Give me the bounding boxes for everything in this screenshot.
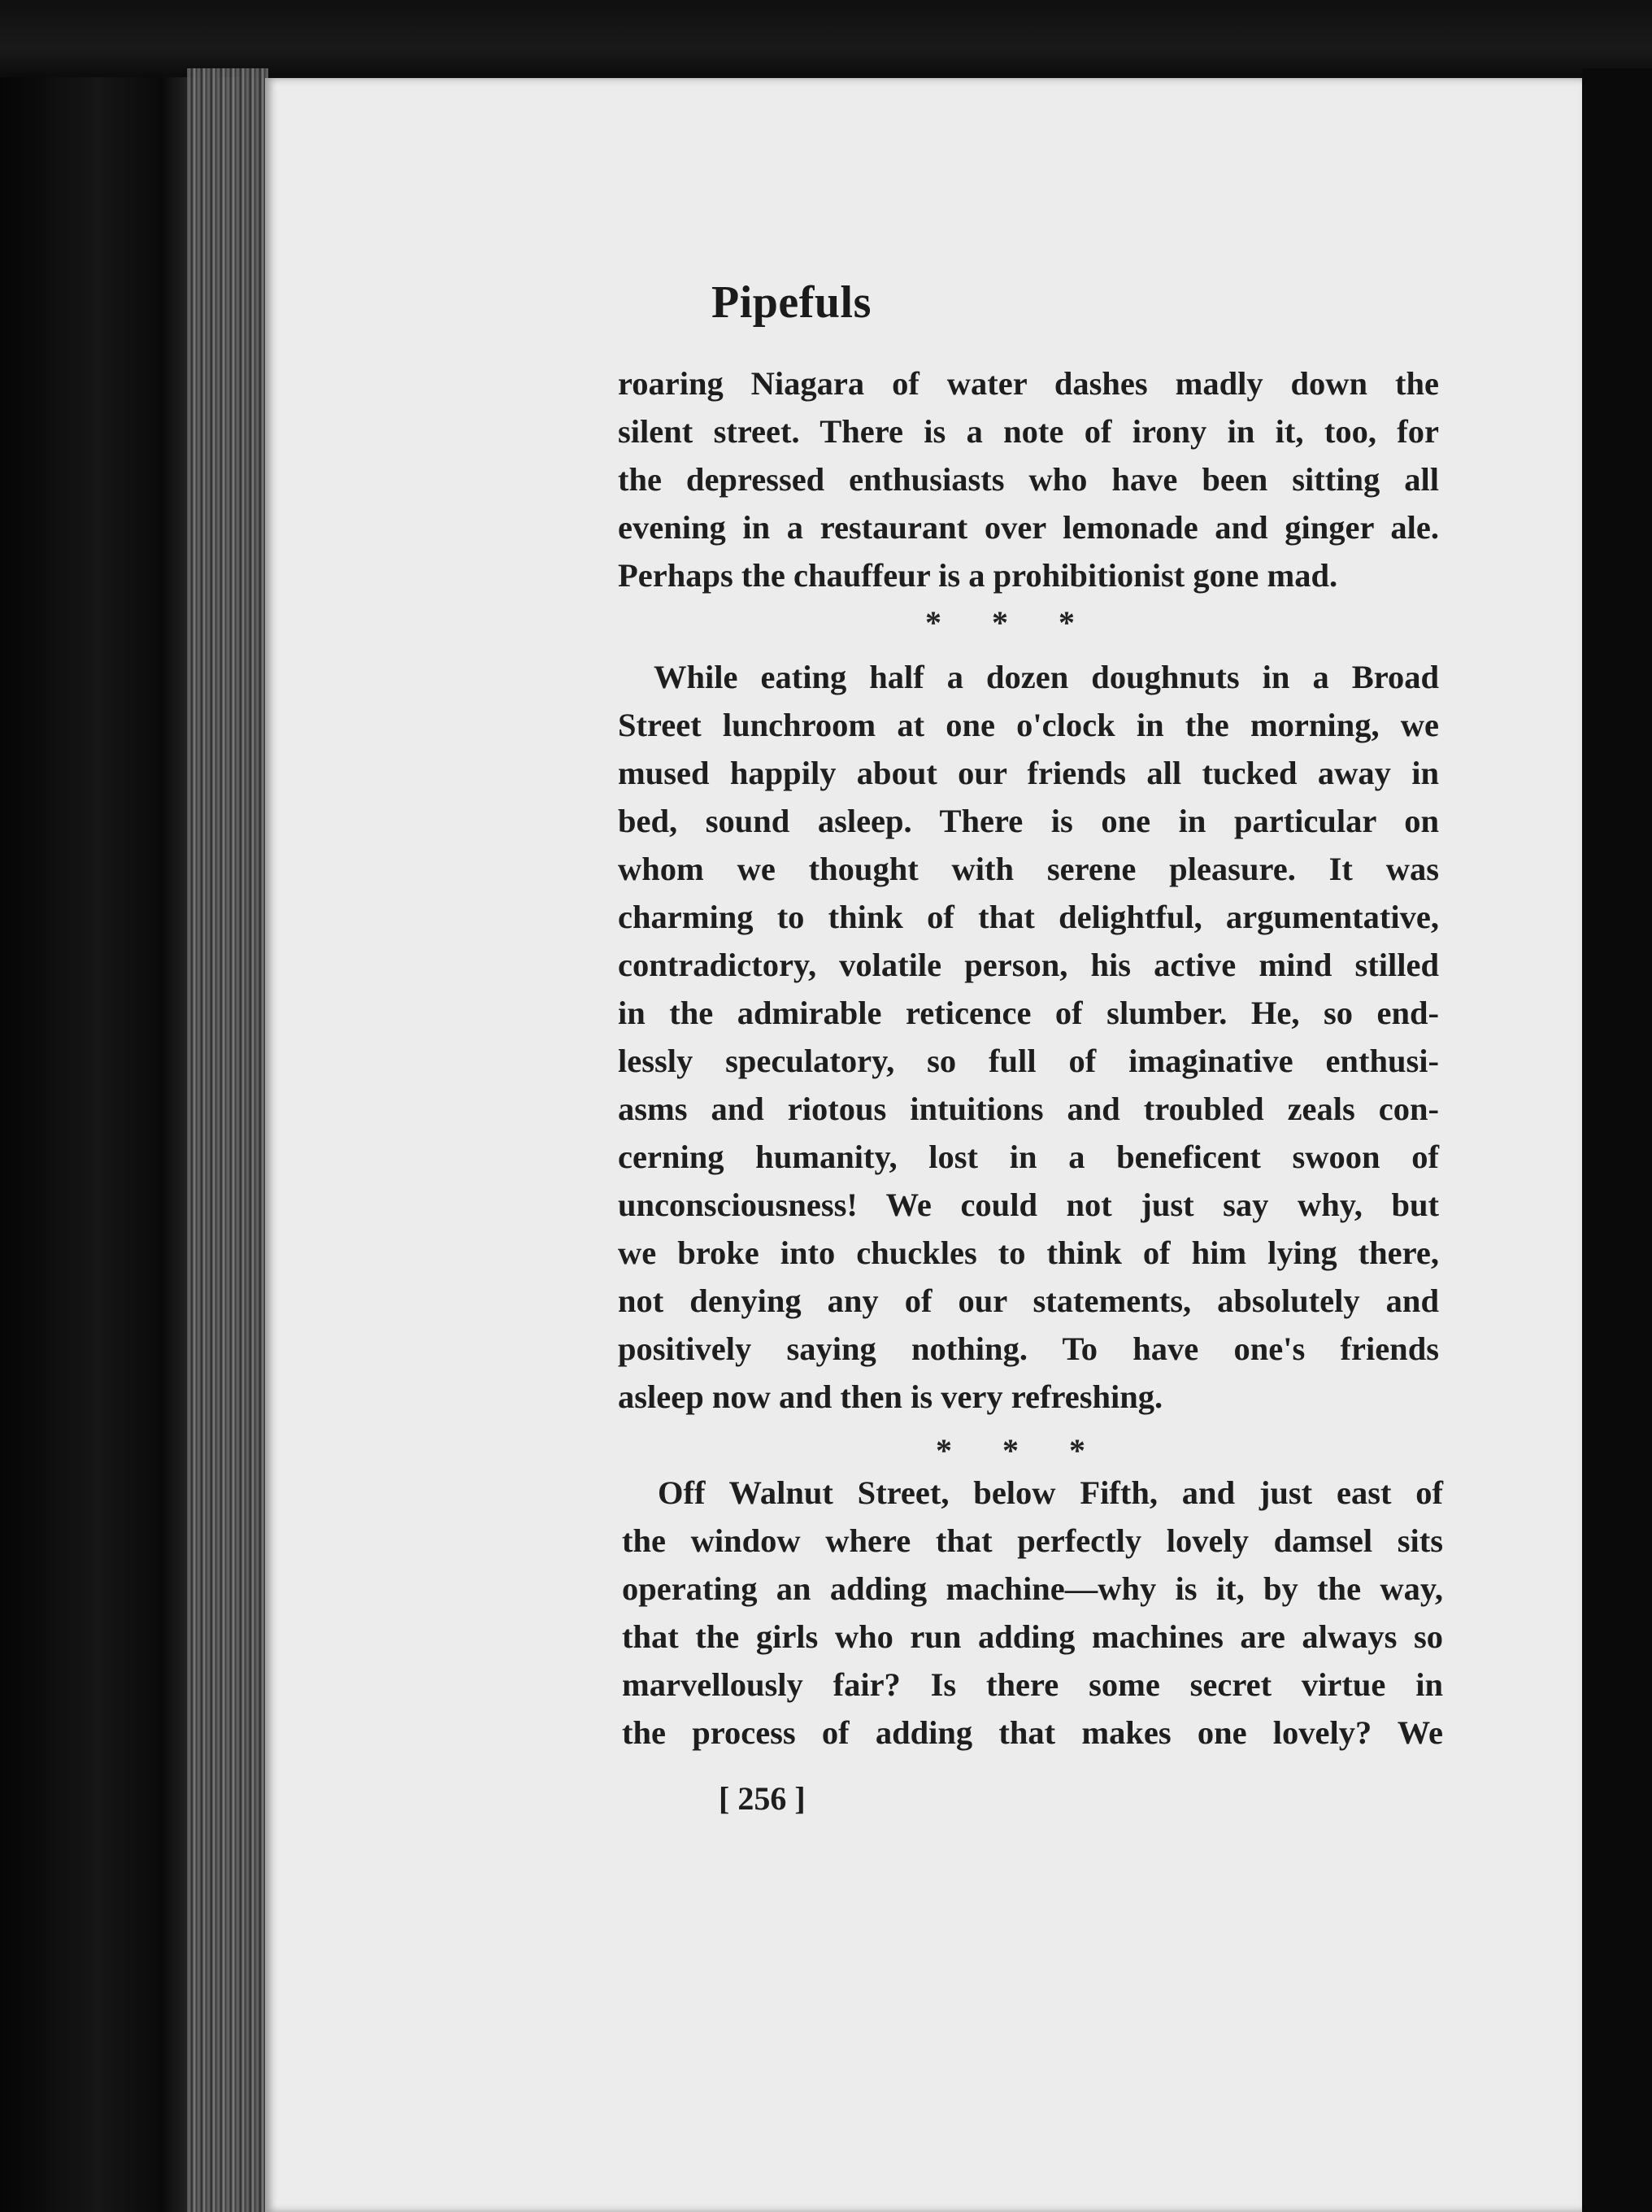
text-line: mused happily about our friends all tucked away in [618,755,1439,791]
text-line: the depressed enthusiasts who have been sitting all [618,461,1439,498]
text-line: positively saying nothing. To have one's friends [618,1330,1439,1367]
text-line: the process of adding that makes one lovely? We [622,1714,1443,1751]
paragraph-2 [618,653,1439,1421]
text-line: marvellously fair? Is there some secret virtue in [622,1666,1443,1703]
text-line: cerning humanity, lost in a beneficent swoon of [618,1139,1439,1175]
section-separator: * * * [925,604,1075,641]
text-line: contradictory, volatile person, his active mind stilled [618,947,1439,983]
section-separator: * * * [936,1432,1085,1469]
text-line: charming to think of that delightful, argumentative, [618,899,1439,935]
scan-right-shadow [1582,68,1652,2212]
text-line: asleep now and then is very refreshing. [618,1378,1163,1415]
paragraph-1 [618,359,1439,599]
text-line: roaring Niagara of water dashes madly down the [618,365,1439,402]
text-line: whom we thought with serene pleasure. It was [618,851,1439,887]
text-line: that the girls who run adding machines are always so [622,1618,1443,1655]
text-line: the window where that perfectly lovely damsel sits [622,1522,1443,1559]
text-line: Street lunchroom at one o'clock in the morning, we [618,707,1439,743]
book-page-edges [187,68,268,2212]
text-line: lessly speculatory, so full of imaginative enthusi- [618,1043,1439,1079]
text-line: Off Walnut Street, below Fifth, and just east of [658,1474,1443,1511]
text-line: not denying any of our statements, absolutely and [618,1282,1439,1319]
text-line: While eating half a dozen doughnuts in a Broad [654,659,1439,695]
text-line: evening in a restaurant over lemonade and ginger ale. [618,509,1439,546]
text-line: asms and riotous intuitions and troubled zeals con- [618,1091,1439,1127]
text-line: silent street. There is a note of irony in it, too, for [618,413,1439,450]
text-line: bed, sound asleep. There is one in particular on [618,803,1439,839]
text-line: in the admirable reticence of slumber. He, so end- [618,995,1439,1031]
text-line: we broke into chuckles to think of him lying there, [618,1234,1439,1271]
text-line: operating an adding machine—why is it, by the way, [622,1570,1443,1607]
paragraph-3 [622,1469,1443,1757]
text-line: unconsciousness! We could not just say why, but [618,1187,1439,1223]
page-number: [ 256 ] [719,1780,806,1817]
scan-top-band [0,0,1652,77]
running-head: Pipefuls [711,277,872,328]
text-line: Perhaps the chauffeur is a prohibitionist gone mad. [618,557,1338,594]
